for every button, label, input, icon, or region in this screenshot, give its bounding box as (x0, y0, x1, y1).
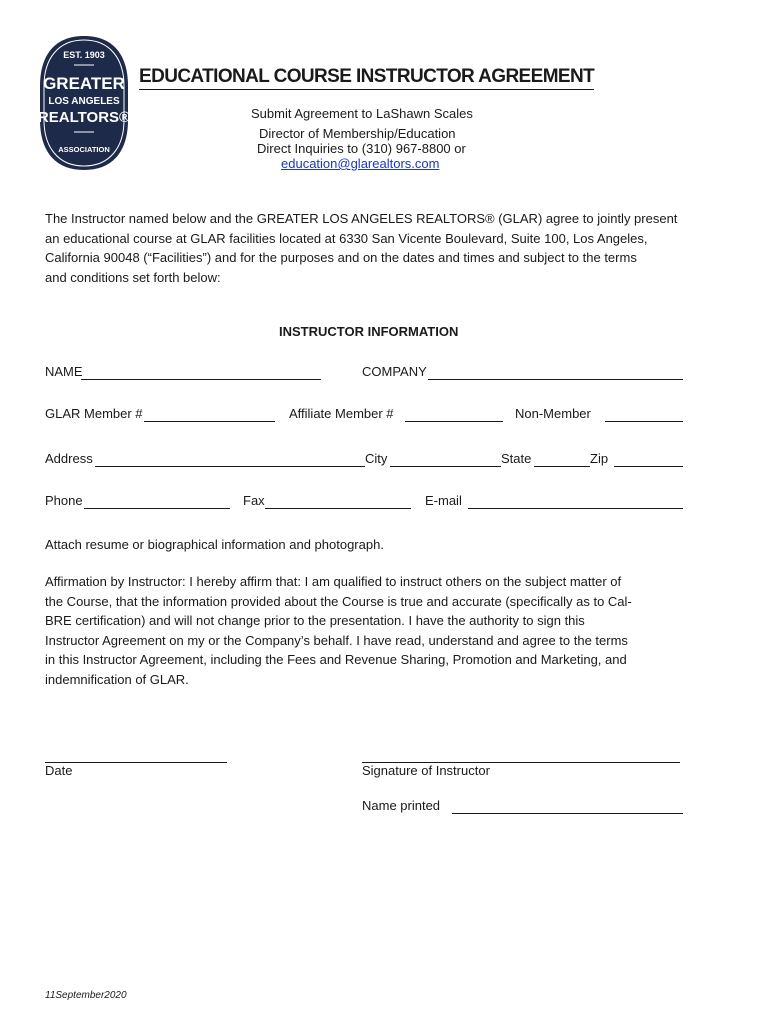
city-field-line[interactable] (390, 466, 501, 467)
phone-field-line[interactable] (84, 508, 230, 509)
city-label: City (365, 451, 388, 466)
footer-date-code: 11September2020 (45, 990, 127, 1001)
submit-line: Submit Agreement to LaShawn Scales (251, 106, 473, 121)
glar-member-label: GLAR Member # (45, 406, 143, 421)
intro-line-2: an educational course at GLAR facilities located at 6330 San Vicente Boulevard, Suite 100, Los Angeles, (45, 230, 648, 246)
email-field-line[interactable] (468, 508, 683, 509)
email-link[interactable]: education@glarealtors.com (281, 156, 440, 171)
role-line: Director of Membership/Education (259, 126, 456, 141)
address-label: Address (45, 451, 93, 466)
glar-member-field-line[interactable] (144, 421, 275, 422)
affiliate-member-label: Affiliate Member # (289, 406, 394, 421)
name-field-line[interactable] (81, 379, 321, 380)
address-field-line[interactable] (95, 466, 365, 467)
zip-label: Zip (590, 451, 609, 466)
affirmation-line-2: the Course, that the information provided about the Course is true and accurate (specifically as to Cal- (45, 593, 632, 609)
phone-label: Phone (45, 493, 83, 508)
attach-note: Attach resume or biographical information and photograph. (45, 537, 384, 552)
glar-logo (38, 34, 130, 172)
inquiries-line: Direct Inquiries to (310) 967-8800 or (257, 141, 466, 156)
affirmation-line-5: in this Instructor Agreement, including the Fees and Revenue Sharing, Promotion and Marketing, and (45, 652, 627, 667)
affirmation-line-6: indemnification of GLAR. (45, 671, 189, 687)
logo-est-text: EST. 1903 (63, 50, 105, 60)
name-printed-label: Name printed (362, 798, 441, 813)
name-printed-field-line[interactable] (452, 813, 683, 814)
state-field-line[interactable] (534, 466, 590, 467)
fax-field-line[interactable] (265, 508, 411, 509)
company-label: COMPANY (362, 364, 427, 379)
affirmation-line-3: BRE certification) and will not change prior to the presentation. I have the authority to sign this (45, 613, 585, 628)
logo-greater-text: GREATER (43, 74, 125, 93)
date-label: Date (45, 763, 73, 778)
logo-realtors-text: REALTORS® (38, 109, 130, 126)
intro-line-1: The Instructor named below and the GREATER LOS ANGELES REALTORS® (GLAR) agree to jointly present (45, 211, 678, 226)
logo-association-text: ASSOCIATION (58, 145, 110, 154)
intro-paragraph (45, 209, 725, 287)
email-label: E-mail (425, 493, 462, 508)
logo-los-angeles-text: LOS ANGELES (48, 96, 120, 107)
document-title: EDUCATIONAL COURSE INSTRUCTOR AGREEMENT (139, 66, 594, 90)
non-member-label: Non-Member (515, 406, 591, 421)
affirmation-paragraph (45, 572, 735, 689)
affirmation-line-1: Affirmation by Instructor: I hereby affirm that: I am qualified to instruct others on the subject matter of (45, 574, 622, 589)
non-member-field-line[interactable] (605, 421, 683, 422)
zip-field-line[interactable] (614, 466, 683, 467)
signature-label: Signature of Instructor (362, 763, 490, 778)
intro-line-3: California 90048 (“Facilities”) and for the purposes and on the dates and times and subject to the terms (45, 250, 637, 265)
intro-line-4: and conditions set forth below: (45, 269, 221, 285)
affirmation-line-4: Instructor Agreement on my or the Company’s behalf. I have read, understand and agree to the terms (45, 632, 628, 648)
instructor-info-heading: INSTRUCTOR INFORMATION (279, 324, 459, 339)
affiliate-member-field-line[interactable] (405, 421, 503, 422)
name-label: NAME (45, 364, 83, 379)
fax-label: Fax (243, 493, 265, 508)
company-field-line[interactable] (428, 379, 683, 380)
state-label: State (501, 451, 532, 466)
